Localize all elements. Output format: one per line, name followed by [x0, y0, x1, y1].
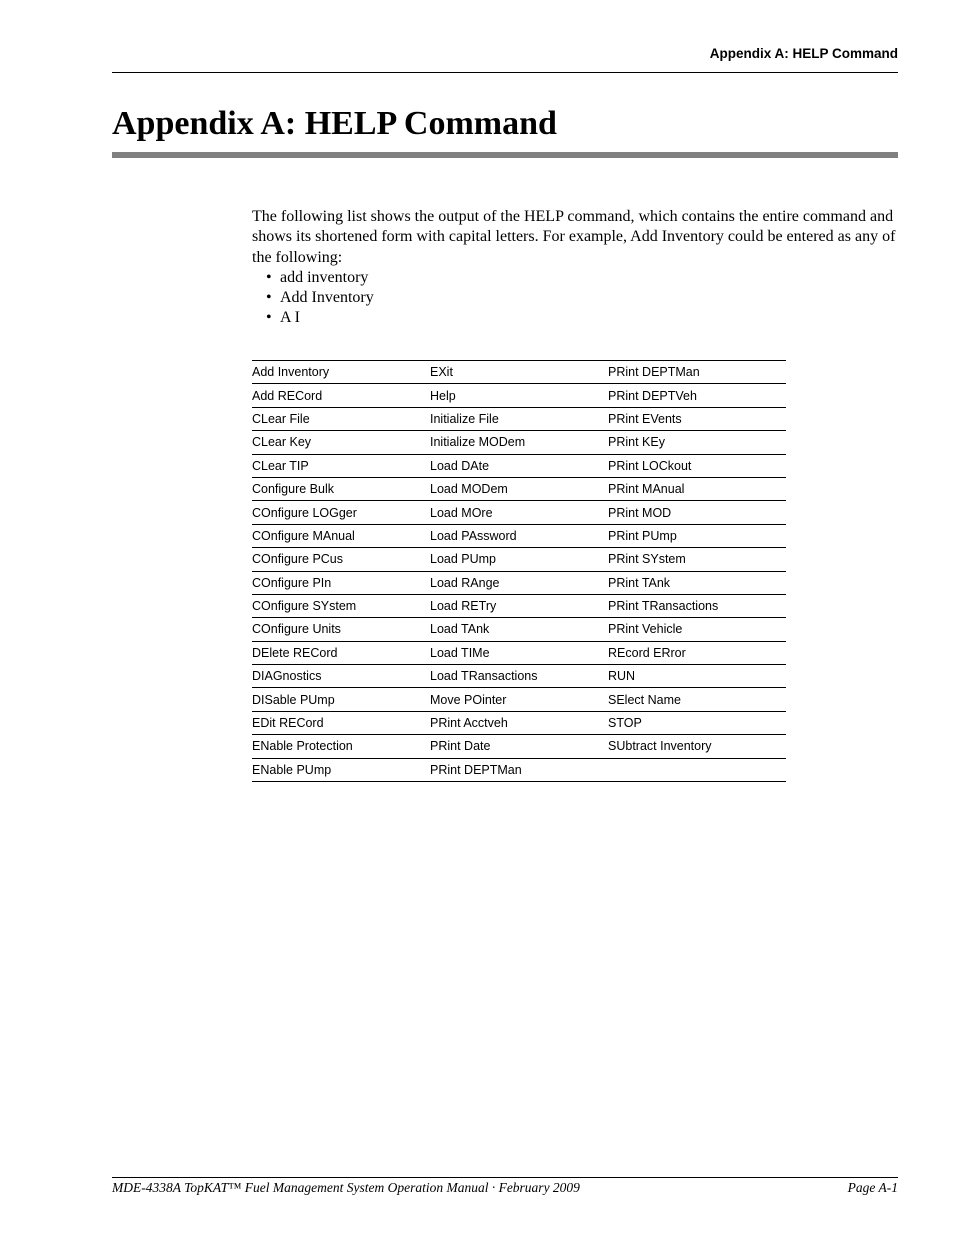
table-row: [252, 548, 786, 571]
command-cell: SUbtract Inventory: [608, 735, 786, 758]
command-cell: Initialize MODem: [430, 431, 608, 454]
command-cell: SElect Name: [608, 688, 786, 711]
intro-paragraph: The following list shows the output of the HELP command, which contains the entire command and shows its shortened form with capital letters. For example, Add Inventory could be entered as any of the following:: [252, 208, 896, 266]
list-item: [266, 308, 374, 328]
command-cell: Load MODem: [430, 477, 608, 500]
table-row: [252, 571, 786, 594]
command-cell: PRint DEPTMan: [608, 361, 786, 384]
table-row: [252, 641, 786, 664]
command-cell: Load RAnge: [430, 571, 608, 594]
command-cell: DISable PUmp: [252, 688, 430, 711]
table-row: [252, 454, 786, 477]
command-cell: Add Inventory: [252, 361, 430, 384]
command-cell: PRint KEy: [608, 431, 786, 454]
bullet-icon: •: [266, 309, 272, 326]
command-cell: Load MOre: [430, 501, 608, 524]
table-row: [252, 384, 786, 407]
command-cell: Initialize File: [430, 407, 608, 430]
title-underline-bar: [112, 152, 898, 158]
bullet-icon: •: [266, 269, 272, 286]
command-cell: COnfigure MAnual: [252, 524, 430, 547]
command-cell: PRint Date: [430, 735, 608, 758]
table-row: [252, 477, 786, 500]
table-row: [252, 501, 786, 524]
command-cell: STOP: [608, 711, 786, 734]
list-item: [266, 268, 374, 288]
help-command-table: [252, 360, 786, 782]
command-cell: Load PAssword: [430, 524, 608, 547]
command-cell: PRint EVents: [608, 407, 786, 430]
command-cell: EXit: [430, 361, 608, 384]
page-title: Appendix A: HELP Command: [112, 105, 557, 142]
table-row: [252, 618, 786, 641]
command-cell: Load TRansactions: [430, 665, 608, 688]
table-row: [252, 361, 786, 384]
command-cell: Move POinter: [430, 688, 608, 711]
footer-page-number: Page A-1: [847, 1180, 898, 1195]
example-text: add inventory: [280, 269, 369, 286]
command-cell: COnfigure Units: [252, 618, 430, 641]
example-list: [266, 268, 374, 328]
command-cell: PRint MAnual: [608, 477, 786, 500]
command-cell: CLear Key: [252, 431, 430, 454]
command-cell: PRint PUmp: [608, 524, 786, 547]
command-cell: COnfigure LOGger: [252, 501, 430, 524]
command-cell: COnfigure SYstem: [252, 594, 430, 617]
table-row: [252, 665, 786, 688]
table-row: [252, 524, 786, 547]
command-cell: PRint MOD: [608, 501, 786, 524]
table-row: [252, 758, 786, 781]
command-cell: Load PUmp: [430, 548, 608, 571]
command-cell: COnfigure PIn: [252, 571, 430, 594]
command-cell: REcord ERror: [608, 641, 786, 664]
command-cell: PRint SYstem: [608, 548, 786, 571]
command-cell: Load RETry: [430, 594, 608, 617]
example-text: Add Inventory: [280, 289, 374, 306]
command-cell: CLear TIP: [252, 454, 430, 477]
table-row: [252, 594, 786, 617]
command-cell: ENable PUmp: [252, 758, 430, 781]
command-cell: Load TAnk: [430, 618, 608, 641]
command-cell: PRint LOCkout: [608, 454, 786, 477]
command-cell: PRint TAnk: [608, 571, 786, 594]
header-divider: [112, 72, 898, 73]
example-text: A I: [280, 309, 300, 326]
footer-divider: [112, 1177, 898, 1178]
command-cell: PRint TRansactions: [608, 594, 786, 617]
command-cell: RUN: [608, 665, 786, 688]
command-cell: [608, 758, 786, 781]
bullet-icon: •: [266, 289, 272, 306]
command-cell: PRint DEPTVeh: [608, 384, 786, 407]
command-cell: COnfigure PCus: [252, 548, 430, 571]
command-cell: PRint DEPTMan: [430, 758, 608, 781]
command-cell: Load DAte: [430, 454, 608, 477]
command-cell: DElete RECord: [252, 641, 430, 664]
command-cell: CLear File: [252, 407, 430, 430]
footer-manual-title: MDE-4338A TopKAT™ Fuel Management System Operation Manual · February 2009: [112, 1180, 580, 1195]
table-row: [252, 735, 786, 758]
command-cell: Add RECord: [252, 384, 430, 407]
command-cell: ENable Protection: [252, 735, 430, 758]
table-row: [252, 431, 786, 454]
table-row: [252, 711, 786, 734]
command-cell: PRint Acctveh: [430, 711, 608, 734]
command-cell: Help: [430, 384, 608, 407]
command-cell: EDit RECord: [252, 711, 430, 734]
table-row: [252, 688, 786, 711]
command-cell: Load TIMe: [430, 641, 608, 664]
command-cell: DIAGnostics: [252, 665, 430, 688]
command-cell: Configure Bulk: [252, 477, 430, 500]
running-header: Appendix A: HELP Command: [709, 46, 898, 61]
list-item: [266, 288, 374, 308]
command-cell: PRint Vehicle: [608, 618, 786, 641]
table-row: [252, 407, 786, 430]
